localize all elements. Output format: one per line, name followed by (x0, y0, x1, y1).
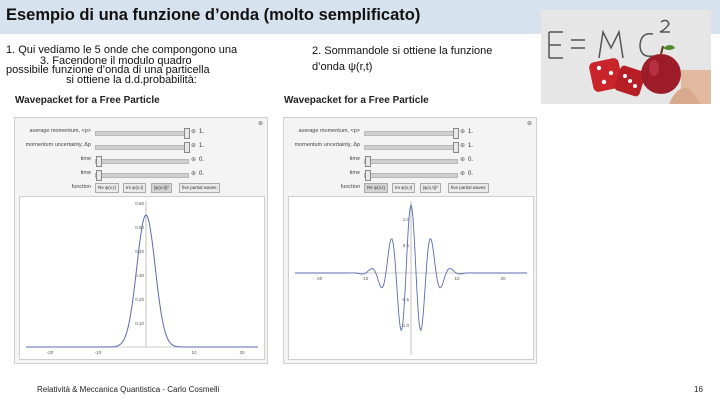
panel2-expand-icon[interactable]: ⊕ (527, 121, 533, 127)
panel1 (14, 117, 268, 364)
plus-icon[interactable]: ⊕ (460, 171, 466, 177)
slider-thumb[interactable] (365, 156, 371, 167)
slide-title: Esempio di una funzione d’onda (molto semplificato) (6, 6, 421, 24)
x-tick-label: 10 (191, 350, 197, 355)
panel1-control-momentum (15, 128, 267, 138)
momentum-uncertainty-slider[interactable] (95, 145, 189, 150)
x-tick-label: 20 (500, 276, 506, 281)
slider-thumb[interactable] (96, 170, 102, 181)
x-tick-label: -10 (94, 350, 102, 355)
panel2-control-momentum (284, 128, 536, 138)
x-tick-label: 10 (454, 276, 460, 281)
plus-icon[interactable]: ⊕ (191, 129, 197, 135)
step2-line1: 2. Sommandole si ottiene la funzione (312, 45, 493, 57)
plus-icon[interactable]: ⊕ (191, 171, 197, 177)
control-label: time (349, 170, 360, 176)
time-slider-2[interactable] (364, 173, 458, 178)
x-tick-label: -20 (315, 276, 323, 281)
control-label: time (80, 156, 91, 162)
button-im-psi[interactable]: Im ψ(x,t) (123, 183, 146, 193)
step3-line1: 3. Facendone il modulo quadro (40, 55, 192, 67)
plus-icon[interactable]: ⊕ (460, 129, 466, 135)
control-label: average momentum, <p> (298, 128, 360, 134)
y-tick-label: 0.40 (135, 249, 144, 254)
slider-thumb[interactable] (184, 142, 190, 153)
footer-text: Relatività & Meccanica Quantistica - Carlo Cosmelli (37, 385, 220, 394)
slider-thumb[interactable] (453, 142, 459, 153)
button-re-psi[interactable]: Re ψ(x,t) (364, 183, 388, 193)
time-slider-2[interactable] (95, 173, 189, 178)
button-re-psi[interactable]: Re ψ(x,t) (95, 183, 119, 193)
control-value: 1. (468, 143, 474, 149)
control-value: 1. (199, 143, 205, 149)
control-value: 1. (468, 129, 474, 135)
control-value: 0. (199, 157, 205, 163)
panel2-control-time (284, 156, 536, 166)
plus-icon[interactable]: ⊕ (460, 157, 466, 163)
button-five-partial-waves[interactable]: five partial waves (448, 183, 489, 193)
function-label: function (71, 184, 91, 190)
x-tick-label: 20 (239, 350, 245, 355)
button-im-psi[interactable]: Im ψ(x,t) (392, 183, 415, 193)
step2-line2: d’onda ψ(r,t) (312, 61, 373, 73)
slider-thumb[interactable] (365, 170, 371, 181)
time-slider[interactable] (95, 159, 189, 164)
y-tick-label: 0.5 (402, 243, 409, 248)
button-five-partial-waves[interactable]: five partial waves (179, 183, 220, 193)
step1-line1: 1. Qui vediamo le 5 onde che compongono una (6, 44, 238, 56)
y-tick-label: 0.50 (135, 225, 144, 230)
time-slider[interactable] (364, 159, 458, 164)
page-number: 16 (694, 385, 703, 394)
panel1-title: Wavepacket for a Free Particle (15, 95, 160, 106)
panel2-function-row (284, 183, 536, 193)
slider-thumb[interactable] (453, 128, 459, 139)
x-tick-label: -10 (361, 276, 369, 281)
panel2-title: Wavepacket for a Free Particle (284, 95, 429, 106)
control-label: time (349, 156, 360, 162)
function-label: function (340, 184, 360, 190)
momentum-uncertainty-slider[interactable] (364, 145, 458, 150)
step3-line2: si ottiene la d.d.probabilità: (66, 74, 197, 86)
panel1-plot (19, 196, 265, 360)
y-tick-label: 0.10 (135, 321, 144, 326)
photo-e-mc2 (541, 10, 711, 104)
panel2-plot (288, 196, 534, 360)
plus-icon[interactable]: ⊕ (191, 157, 197, 163)
panel1-control-time (15, 156, 267, 166)
y-tick-label: 0.60 (135, 201, 144, 206)
step1-line2: possibile funzione d’onda di una particella (6, 64, 210, 76)
control-value: 0. (468, 171, 474, 177)
y-tick-label: 0.20 (135, 297, 144, 302)
y-tick-label: -0.5 (401, 297, 409, 302)
average-momentum-slider[interactable] (95, 131, 189, 136)
plus-icon[interactable]: ⊕ (191, 143, 197, 149)
y-tick-label: -1.0 (401, 323, 409, 328)
control-label: average momentum, <p> (29, 128, 91, 134)
average-momentum-slider[interactable] (364, 131, 458, 136)
slider-thumb[interactable] (184, 128, 190, 139)
x-tick-label: -20 (46, 350, 54, 355)
y-tick-label: 1.0 (402, 217, 409, 222)
panel1-function-row (15, 183, 267, 193)
y-tick-label: 0.30 (135, 273, 144, 278)
panel2-control-time2 (284, 170, 536, 180)
button-abs-psi-squared[interactable]: |ψ(x,t)|² (420, 183, 441, 193)
probability-density-curve (26, 215, 258, 347)
control-value: 1. (199, 129, 205, 135)
panel1-control-time2 (15, 170, 267, 180)
panel2 (283, 117, 537, 364)
button-abs-psi-squared[interactable]: |ψ(x,t)|² (151, 183, 172, 193)
panel2-control-uncertainty (284, 142, 536, 152)
panel1-control-uncertainty (15, 142, 267, 152)
panel1-expand-icon[interactable]: ⊕ (258, 121, 264, 127)
control-label: time (80, 170, 91, 176)
slider-thumb[interactable] (96, 156, 102, 167)
control-value: 0. (199, 171, 205, 177)
control-label: momentum uncertainty, Δp (25, 142, 91, 148)
plus-icon[interactable]: ⊕ (460, 143, 466, 149)
control-label: momentum uncertainty, Δp (294, 142, 360, 148)
control-value: 0. (468, 157, 474, 163)
